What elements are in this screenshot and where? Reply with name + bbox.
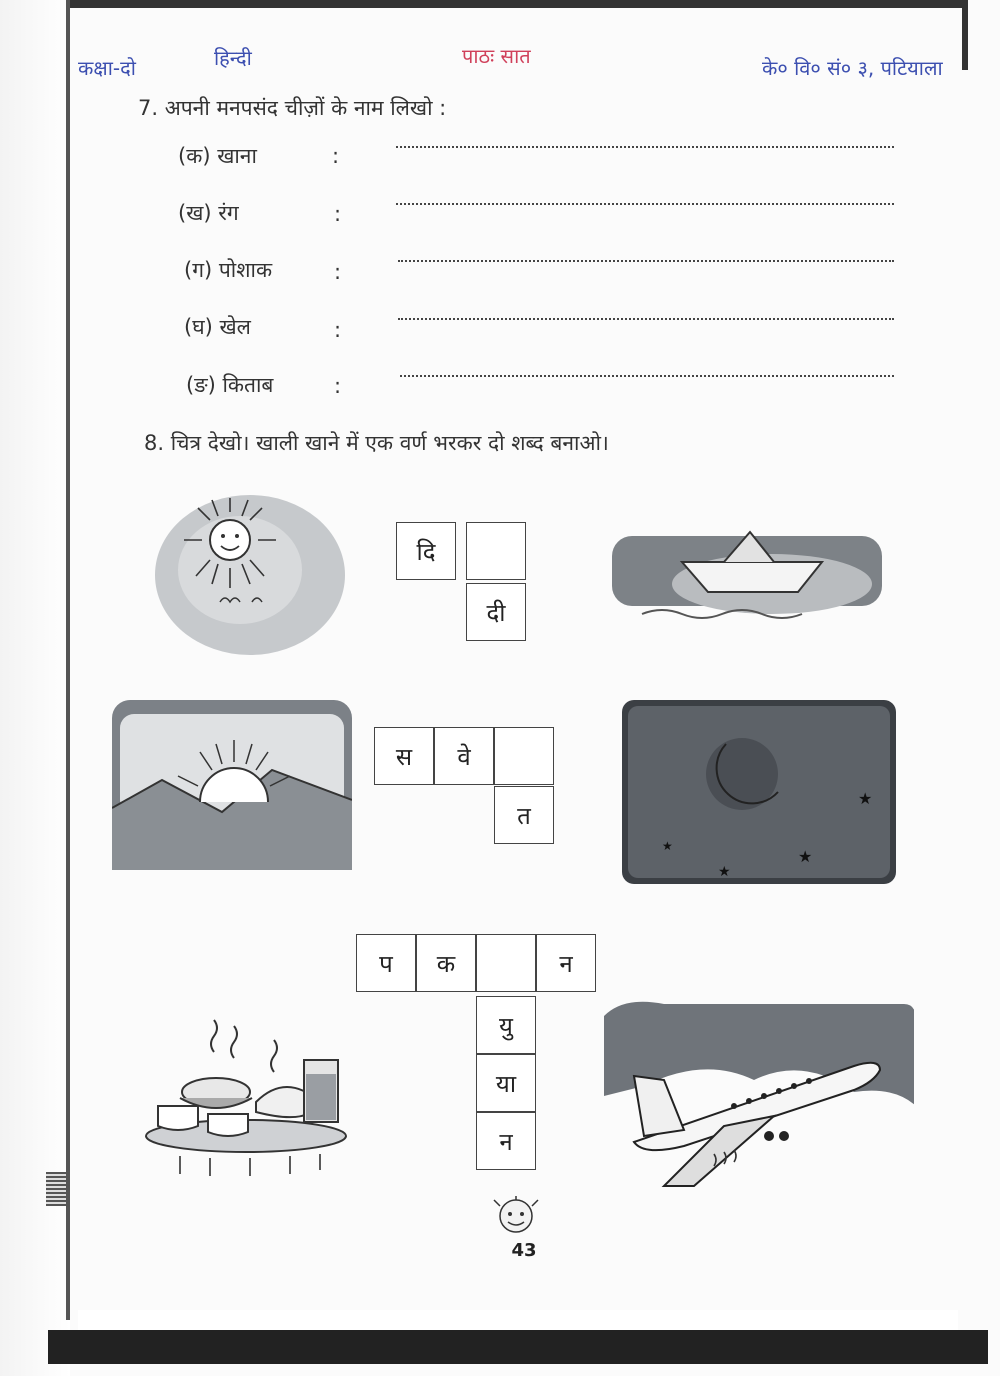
class-note: कक्षा-दो xyxy=(78,56,136,80)
q7-row-colon: : xyxy=(334,260,342,284)
puzzle-blank-cell[interactable] xyxy=(494,727,554,785)
puzzle-cell: न xyxy=(476,1112,536,1170)
svg-text:★: ★ xyxy=(798,847,813,866)
answer-line[interactable] xyxy=(398,260,894,262)
puzzle-cell: न xyxy=(536,934,596,992)
scan-mark xyxy=(46,1172,66,1206)
puzzle-blank-cell[interactable] xyxy=(476,934,536,992)
lesson-note: पाठः सात xyxy=(462,44,531,68)
q7-row-label: (ख) रंग xyxy=(178,201,239,225)
q7-row-colon: : xyxy=(334,202,342,226)
svg-text:★: ★ xyxy=(662,839,673,853)
boat-picture xyxy=(612,522,882,630)
page-number: 43 xyxy=(511,1239,537,1261)
q7-row-label: (क) खाना xyxy=(178,144,257,168)
answer-line[interactable] xyxy=(400,375,894,377)
q7-row-label: (घ) खेल xyxy=(184,315,251,339)
question-8-title: 8. चित्र देखो। खाली खाने में एक वर्ण भरकर दो शब्द बनाओ। xyxy=(144,431,609,455)
svg-text:★: ★ xyxy=(858,789,873,808)
page-border-top xyxy=(68,0,968,8)
puzzle-cell: प xyxy=(356,934,416,992)
food-picture xyxy=(140,1010,355,1180)
puzzle-cell: स xyxy=(374,727,434,785)
puzzle-cell: दि xyxy=(396,522,456,580)
answer-line[interactable] xyxy=(396,146,894,148)
sunrise-picture xyxy=(112,700,352,870)
puzzle-cell: त xyxy=(494,786,554,844)
question-7-title: 7. अपनी मनपसंद चीज़ों के नाम लिखो : xyxy=(138,96,447,120)
q7-row-colon: : xyxy=(334,374,342,398)
page-border-left xyxy=(66,0,70,1320)
subject-note: हिन्दी xyxy=(214,46,252,70)
scan-bottom-bar xyxy=(48,1330,988,1364)
puzzle-blank-cell[interactable] xyxy=(466,522,526,580)
sun-picture xyxy=(150,490,350,665)
q7-row-label: (ग) पोशाक xyxy=(184,258,273,282)
q7-row-colon: : xyxy=(334,318,342,342)
svg-text:★: ★ xyxy=(718,864,731,880)
q7-row-label: (ङ) किताब xyxy=(186,373,274,397)
page-edge xyxy=(0,0,70,1376)
puzzle-cell: क xyxy=(416,934,476,992)
moon-picture xyxy=(622,700,896,884)
puzzle-cell: या xyxy=(476,1054,536,1112)
airplane-picture xyxy=(604,996,914,1196)
q7-row-colon: : xyxy=(332,144,340,168)
puzzle-cell: दी xyxy=(466,583,526,641)
school-note: के० वि० सं० ३, पटियाला xyxy=(762,56,943,80)
puzzle-cell: यु xyxy=(476,996,536,1054)
page-border-right xyxy=(962,0,968,70)
answer-line[interactable] xyxy=(398,318,894,320)
answer-line[interactable] xyxy=(396,203,894,205)
puzzle-cell: वे xyxy=(434,727,494,785)
